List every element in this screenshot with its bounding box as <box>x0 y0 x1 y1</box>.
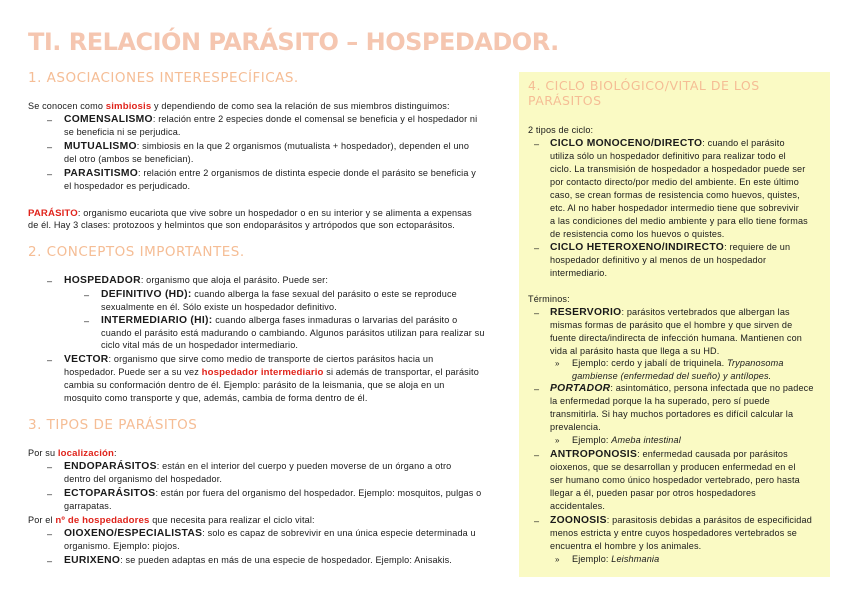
item-monoceno-cont: ciclo. La transmisión de hospedador a hospedador puede ser <box>550 164 806 174</box>
item-reservorio-cont: mismas formas de parásito que el hombre y que sirven de <box>550 320 793 330</box>
hospedadores-line: Por el nº de hospedadores que necesita para realizar el ciclo vital: <box>28 515 315 526</box>
item-parasitismo: PARASITISMO: relación entre 2 organismos de distinta especie donde el parásito se beneficia y <box>64 168 476 179</box>
bullet-dash: – <box>47 142 53 152</box>
item-oioxeno-cont: organismo. Ejemplo: piojos. <box>64 541 180 551</box>
item-comensalismo: COMENSALISMO: relación entre 2 especies donde el comensal se beneficia y el hospedador ni <box>64 114 478 125</box>
bullet-dash: – <box>47 556 53 566</box>
terminos-line: Términos: <box>528 294 570 304</box>
parasito-definition: PARÁSITO: organismo eucariota que vive sobre un hospedador o en su interior y se alimenta a expensas <box>28 208 472 219</box>
item-zoonosis-cont: menos estricta y entre cuyos hospedadores vertebrados se <box>550 528 797 538</box>
item-monoceno-cont: etc. Al no haber hospedador intermedio tiene que sobrevivir <box>550 203 799 213</box>
bullet-dash: – <box>534 243 540 253</box>
item-zoonosis: ZOONOSIS: parasitosis debidas a parásitos de especificidad <box>550 515 812 526</box>
item-monoceno-cont: caso, se crean formas de resistencia como huevos, quistes, <box>550 190 800 200</box>
item-vector-cont3: mosquito como transporte y que, además, cambia de forma dentro de él. <box>64 393 368 403</box>
portador-example: Ejemplo: Ameba intestinal <box>572 435 681 445</box>
item-monoceno-cont: por contacto directo/por medio del ambiente. En este último <box>550 177 799 187</box>
bullet-dash: – <box>47 489 53 499</box>
bullet-dash: – <box>47 169 53 179</box>
item-monoceno-cont: de resistencia como los huevos o quistes. <box>550 229 725 239</box>
tipos-line: 2 tipos de ciclo: <box>528 125 594 135</box>
parasito-definition-cont: de él. Hay 3 clases: protozoos y helmintos que son endoparásitos y artrópodos que son ectoparásitos. <box>28 220 455 230</box>
bullet-dash: – <box>47 276 53 286</box>
item-endoparasitos-cont: dentro del organismo del hospedador. <box>64 474 223 484</box>
zoonosis-example: Ejemplo: Leishmania <box>572 554 660 564</box>
bullet-chevron: » <box>555 436 560 445</box>
bullet-dash: – <box>47 529 53 539</box>
section-heading-2: 2. CONCEPTOS IMPORTANTES. <box>28 244 245 260</box>
bullet-chevron: » <box>555 359 560 368</box>
item-reservorio: RESERVORIO: parásitos vertebrados que albergan las <box>550 307 790 318</box>
item-endoparasitos: ENDOPARÁSITOS: están en el interior del cuerpo y pueden moverse de un órgano a otro <box>64 461 452 472</box>
item-comensalismo-cont: se beneficia ni se perjudica. <box>64 127 181 137</box>
bullet-dash: – <box>84 290 90 300</box>
bullet-dash: – <box>47 355 53 365</box>
bullet-dash: – <box>534 384 540 394</box>
item-monoceno: CICLO MONOCENO/DIRECTO: cuando el parásito <box>550 138 785 149</box>
item-reservorio-cont: fuente directa/indirecta de infección humana. Mantienen con <box>550 333 803 343</box>
item-intermediario-cont2: ciclo vital más de un hospedador intermediario. <box>101 340 299 350</box>
section-heading-1: 1. ASOCIACIONES INTERESPECÍFICAS. <box>28 70 299 86</box>
item-heteroxeno-cont: intermediario. <box>550 268 608 278</box>
item-portador-cont: la enfermedad porque la ha superado, pero sí puede <box>550 396 770 406</box>
item-antroponosis: ANTROPONOSIS: enfermedad causada por parásitos <box>550 449 788 460</box>
item-antroponosis-cont: ser humano como único hospedador vertebrado, pero hasta <box>550 475 800 485</box>
item-parasitismo-cont: el hospedador es perjudicado. <box>64 181 191 191</box>
item-definitivo: DEFINITIVO (HD): cuando alberga la fase sexual del parásito o este se reproduce <box>101 289 457 300</box>
reservorio-example-cont: gambiense (enfermedad del sueño) y antílopes. <box>572 371 772 381</box>
item-oioxeno: OIOXENO/ESPECIALISTAS: solo es capaz de sobrevivir en una única especie determinada u <box>64 528 476 539</box>
item-mutualismo: MUTUALISMO: simbiosis en la que 2 organismos (mutualista + hospedador), dependen el uno <box>64 141 470 152</box>
bullet-dash: – <box>534 516 540 526</box>
item-ectoparasitos-cont: garrapatas. <box>64 501 112 511</box>
item-ectoparasitos: ECTOPARÁSITOS: están por fuera del organismo del hospedador. Ejemplo: mosquitos, pulgas o <box>64 488 482 499</box>
keyword-simbiosis: simbiosis <box>105 101 152 112</box>
item-hospedador: HOSPEDADOR: organismo que aloja el parásito. Puede ser: <box>64 275 329 286</box>
item-portador: PORTADOR: asintomático, persona infectada que no padece <box>550 383 814 394</box>
page-title: TI. RELACIÓN PARÁSITO – HOSPEDADOR. <box>28 28 559 56</box>
item-antroponosis-cont: oioxenos, que se desarrollan y producen enfermedad en el <box>550 462 796 472</box>
item-heteroxeno-cont: hospedador definitivo y al menos de un hospedador <box>550 255 767 265</box>
item-vector: VECTOR: organismo que sirve como medio de transporte de ciertos parásitos hacia un <box>64 354 434 365</box>
bullet-dash: – <box>47 115 53 125</box>
item-monoceno-cont: utiliza sólo un hospedador definitivo para realizar todo el <box>550 151 786 161</box>
bullet-dash: – <box>84 316 90 326</box>
item-definitivo-cont: sexualmente en él. Sólo existe un hospedador definitivo. <box>101 302 337 312</box>
item-mutualismo-cont: del otro (ambos se benefician). <box>64 154 194 164</box>
item-eurixeno: EURIXENO: se pueden adaptas en más de una especie de hospedador. Ejemplo: Anisakis. <box>64 555 452 566</box>
item-intermediario-cont: cuando el parásito está madurando o cambiando. Algunos parásitos utilizan para realizar su <box>101 328 485 338</box>
section-heading-4: 4. CICLO BIOLÓGICO/VITAL DE LOS PARÁSITOS <box>528 78 760 108</box>
item-portador-cont: prevalencia. <box>550 422 601 432</box>
intro-line: Se conocen como simbiosis y dependiendo de como sea la relación de sus miembros distinguimos: <box>28 101 450 112</box>
reservorio-example: Ejemplo: cerdo y jabalí de triquinela. Trypanosoma <box>572 358 784 368</box>
item-antroponosis-cont: llegar a él, pueden pasar por otros hospedadores <box>550 488 756 498</box>
item-vector-cont: hospedador. Puede ser a su vez hospedador intermediario si además de transportar, el parásito <box>64 367 479 378</box>
item-reservorio-cont: vida al parásito hasta que llega a su HD. <box>550 346 720 356</box>
bullet-dash: – <box>534 139 540 149</box>
item-vector-cont2: cambia su conformación dentro de él. Ejemplo: parásito de la leismania, que se aloja en un <box>64 380 445 390</box>
bullet-chevron: » <box>555 555 560 564</box>
item-zoonosis-cont: encuentra el hombre y los animales. <box>550 541 702 551</box>
section-heading-3: 3. TIPOS DE PARÁSITOS <box>28 417 198 433</box>
item-antroponosis-cont: accidentales. <box>550 501 606 511</box>
bullet-dash: – <box>47 462 53 472</box>
bullet-dash: – <box>534 450 540 460</box>
localizacion-line: Por su localización: <box>28 448 117 459</box>
item-portador-cont: transmitirla. Si hay muchos portadores es difícil calcular la <box>550 409 794 419</box>
item-monoceno-cont: a las condiciones del medio ambiente y para ello tiene formas <box>550 216 808 226</box>
item-intermediario: INTERMEDIARIO (HI): cuando alberga fases inmaduras o larvarias del parásito o <box>101 315 458 326</box>
bullet-dash: – <box>534 308 540 318</box>
item-heteroxeno: CICLO HETEROXENO/INDIRECTO: requiere de un <box>550 242 791 253</box>
